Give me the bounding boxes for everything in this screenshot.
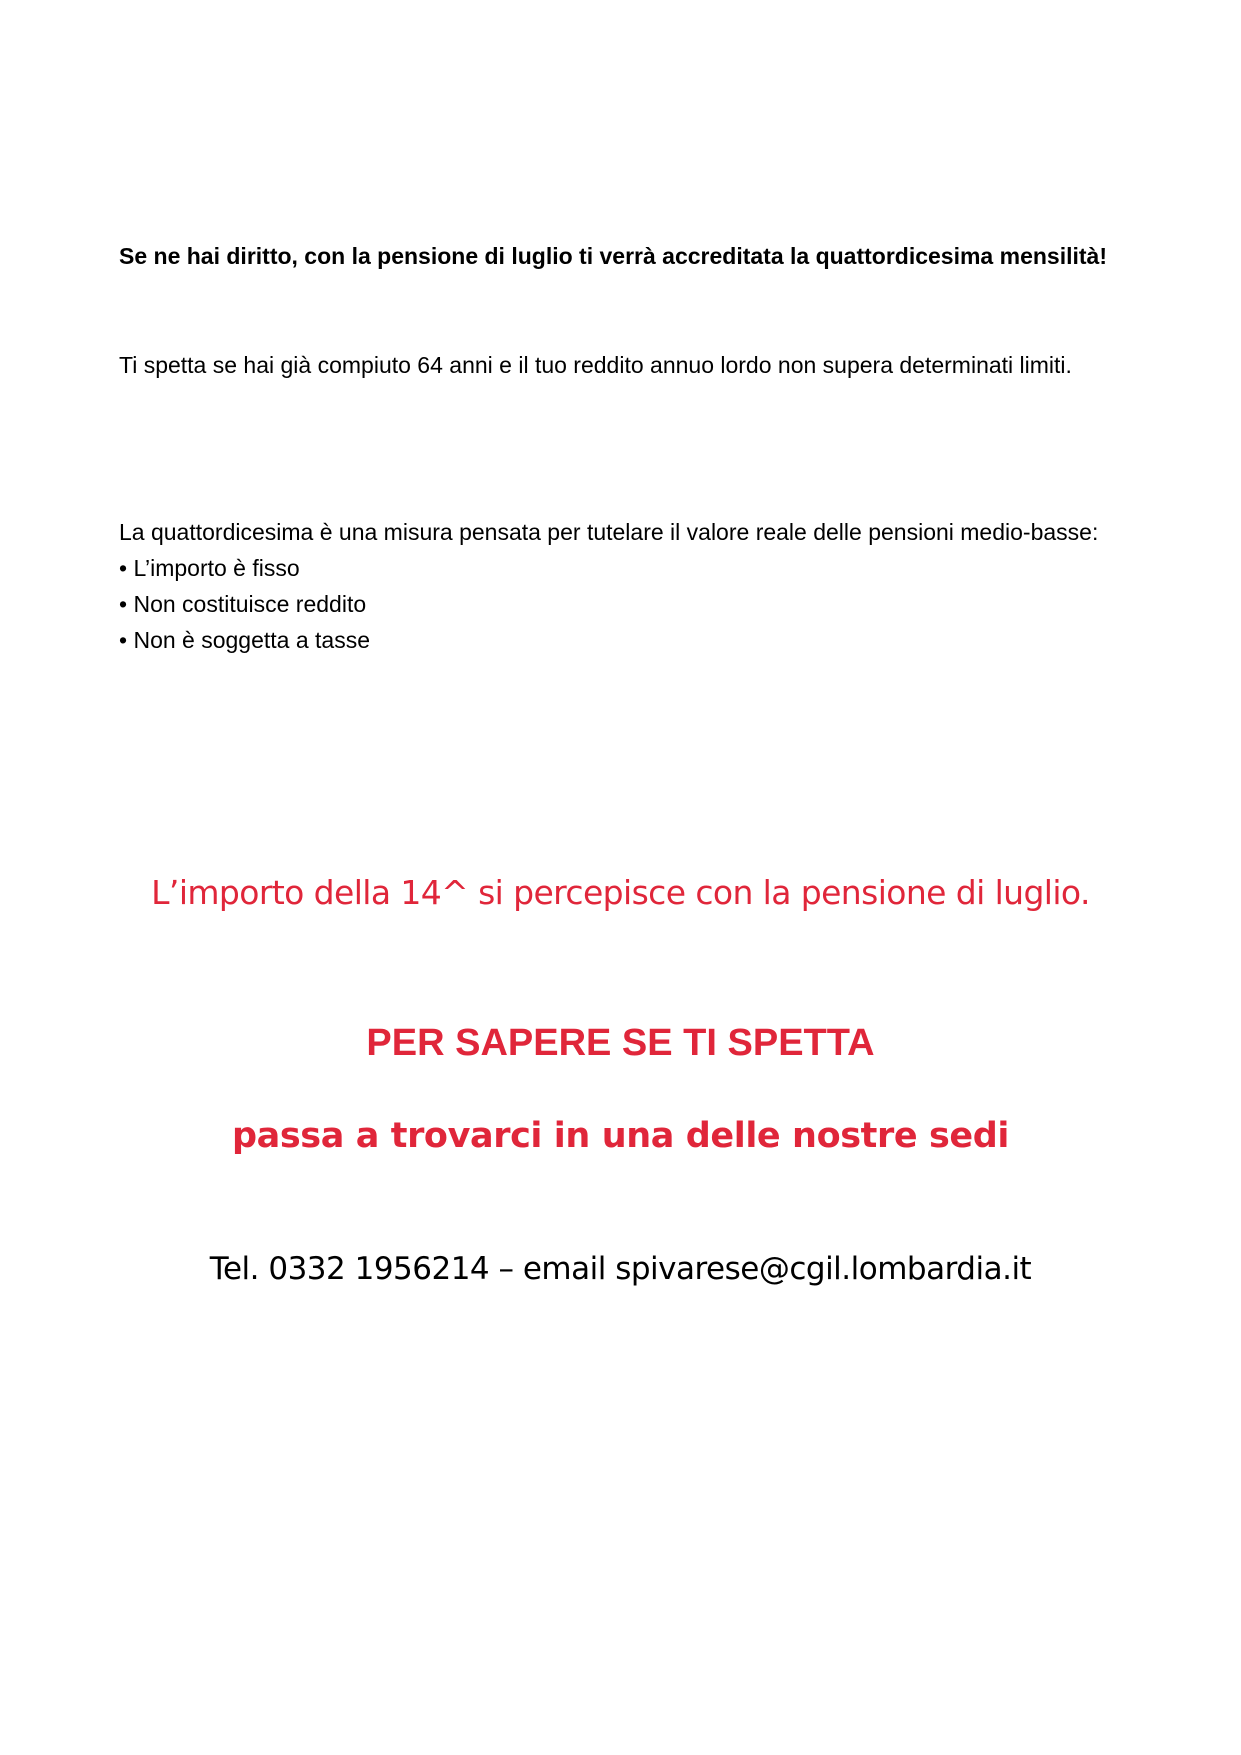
highlight-notice: L’importo della 14^ si percepisce con la pensione di luglio. <box>151 873 1090 912</box>
list-item: • Non costituisce reddito <box>119 586 1129 622</box>
description-paragraph: La quattordicesima è una misura pensata per tutelare il valore reale delle pensioni medio-basse: <box>119 519 1099 545</box>
eligibility-paragraph: Ti spetta se hai già compiuto 64 anni e il tuo reddito annuo lordo non supera determinati limiti. <box>119 352 1072 378</box>
cta-title: PER SAPERE SE TI SPETTA <box>366 1022 875 1064</box>
features-list <box>119 550 1129 658</box>
description-block <box>119 514 1129 658</box>
list-item: • L’importo è fisso <box>119 550 1129 586</box>
list-item: • Non è soggetta a tasse <box>119 622 1129 658</box>
cta-subtitle: passa a trovarci in una delle nostre sedi <box>232 1116 1009 1156</box>
contact-line: Tel. 0332 1956214 – email spivarese@cgil.lombardia.it <box>209 1251 1032 1287</box>
intro-paragraph: Se ne hai diritto, con la pensione di luglio ti verrà accreditata la quattordicesima mensilità! <box>119 243 1107 269</box>
